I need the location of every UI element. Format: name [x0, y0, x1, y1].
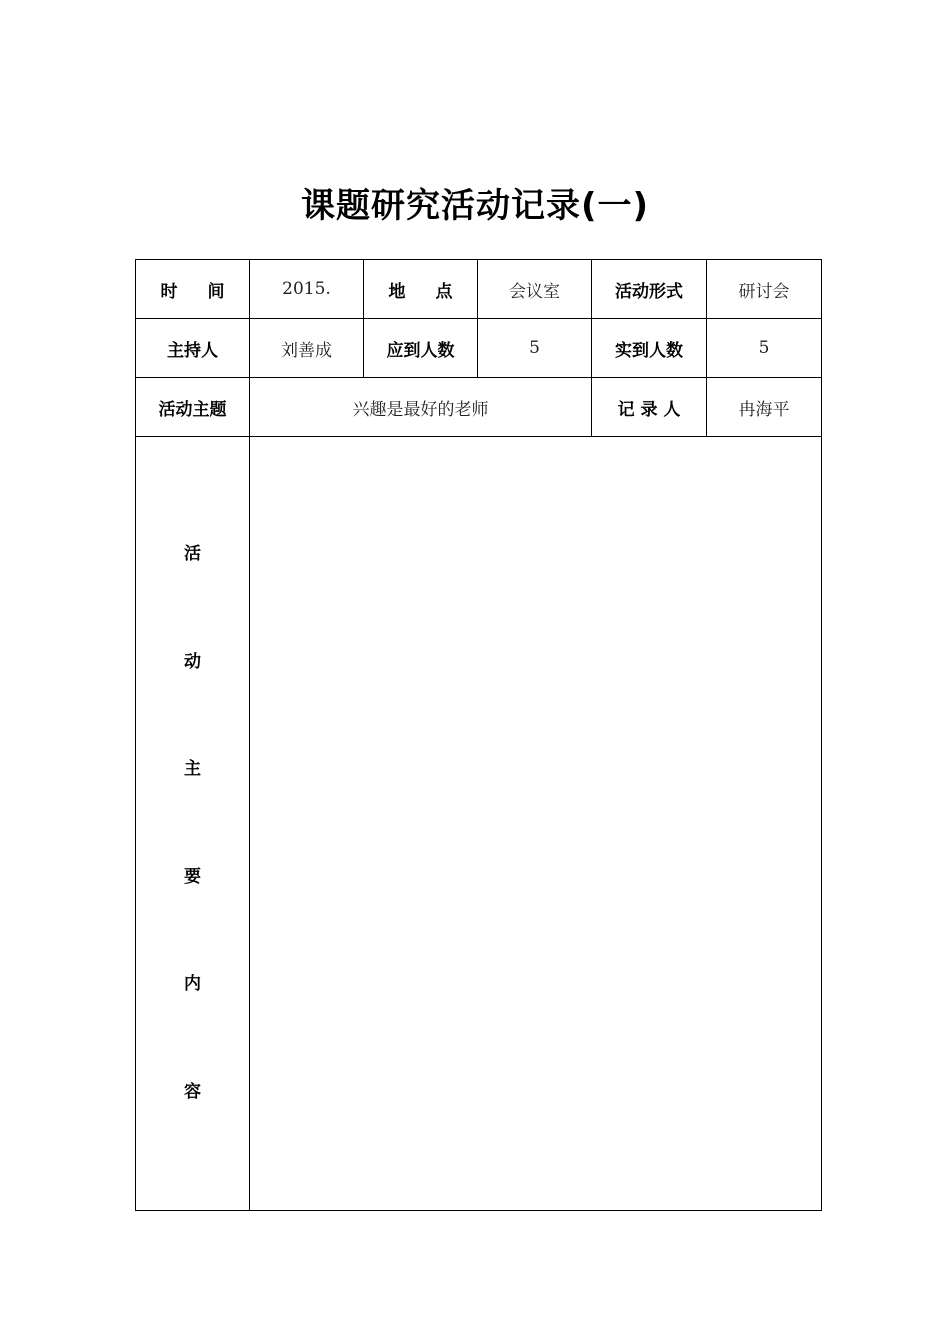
- activity-record-table: [135, 259, 822, 1211]
- main-content-label-char: 内: [184, 974, 201, 994]
- place-value: 会议室: [478, 260, 592, 319]
- page-title: 课题研究活动记录(一): [300, 186, 650, 226]
- host-label: 主持人: [136, 319, 250, 378]
- time-label: 时 间: [136, 260, 250, 319]
- actual-attendance-label: 实到人数: [592, 319, 707, 378]
- main-content-body: [250, 437, 822, 1211]
- table-row-time-place-format: [136, 260, 822, 319]
- main-content-label-char: 主: [184, 759, 201, 779]
- theme-value: 兴趣是最好的老师: [250, 378, 592, 437]
- table-row-host-attendance: [136, 319, 822, 378]
- time-value: 2015.: [250, 260, 364, 319]
- main-content-label-char: 容: [184, 1081, 201, 1102]
- main-content-label: [136, 437, 250, 1211]
- format-value: 研讨会: [707, 260, 822, 319]
- main-content-label-char: 动: [184, 651, 201, 672]
- actual-attendance-value: 5: [707, 319, 822, 378]
- table-row-main-content: [136, 437, 822, 1211]
- expected-attendance-label: 应到人数: [364, 319, 478, 378]
- recorder-label: 记 录 人: [592, 378, 707, 437]
- recorder-value: 冉海平: [707, 378, 822, 437]
- table-row-theme-recorder: [136, 378, 822, 437]
- theme-label: 活动主题: [136, 378, 250, 437]
- host-value: 刘善成: [250, 319, 364, 378]
- main-content-label-char: 要: [184, 866, 201, 887]
- main-content-label-char: 活: [184, 544, 201, 564]
- expected-attendance-value: 5: [478, 319, 592, 378]
- format-label: 活动形式: [592, 260, 707, 319]
- place-label: 地 点: [364, 260, 478, 319]
